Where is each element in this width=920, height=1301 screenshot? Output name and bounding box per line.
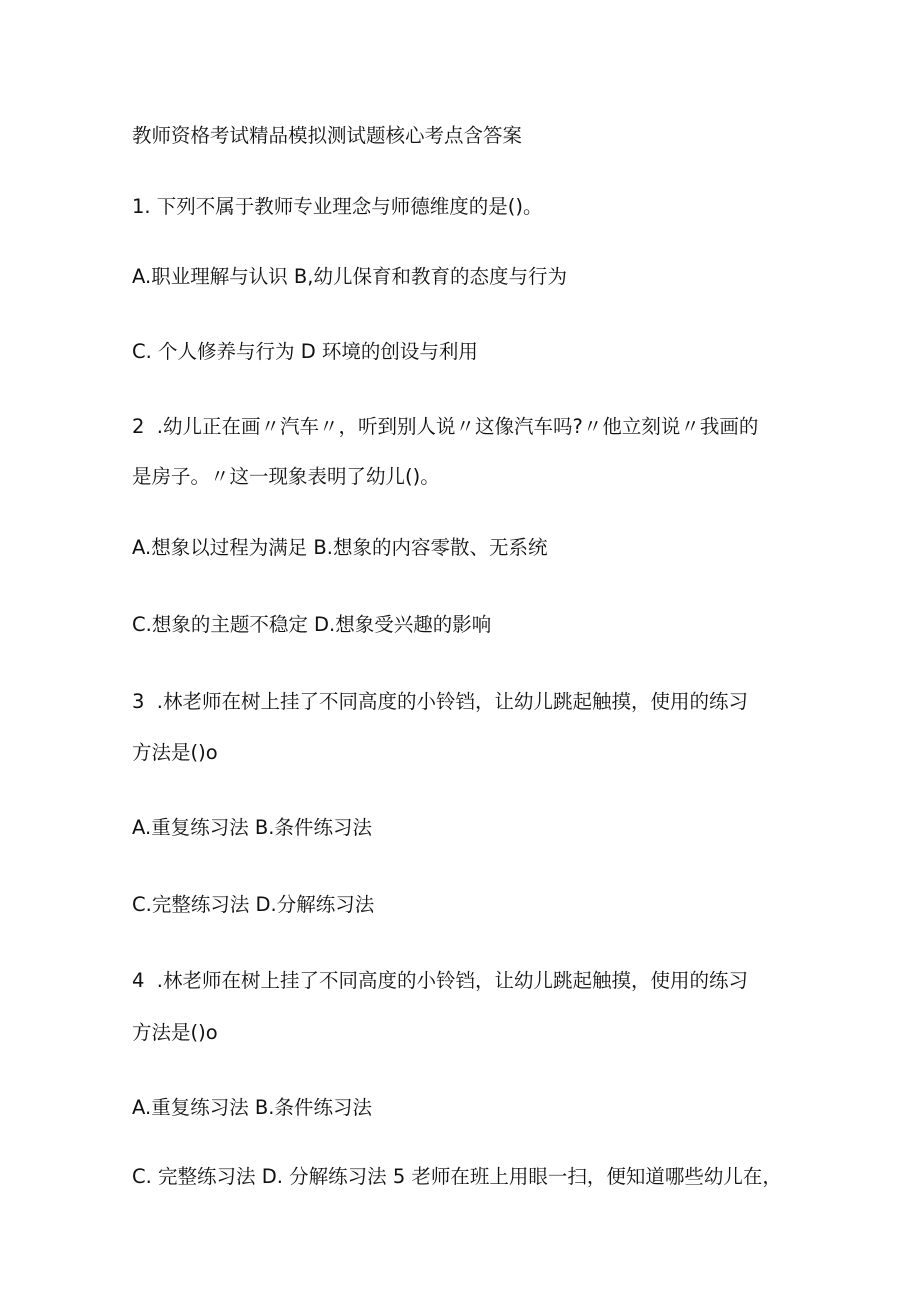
question-3-stem-line-1: 3 .林老师在树上挂了不同高度的小铃铛，让幼儿跳起触摸，使用的练习 [132,690,749,713]
question-2-stem-line-2: 是房子。〃这一现象表明了幼儿()。 [132,465,440,488]
question-4-stem-line-1: 4 .林老师在树上挂了不同高度的小铃铛，让幼儿跳起触摸，使用的练习 [132,969,749,992]
question-3-options-cd: C.完整练习法 D.分解练习法 [132,893,375,916]
question-4-stem-line-2: 方法是()o [132,1021,218,1044]
question-1-stem: 1. 下列不属于教师专业理念与师德维度的是()。 [132,195,543,218]
question-3-options-ab: A.重复练习法 B.条件练习法 [132,816,372,839]
question-4-options-ab: A.重复练习法 B.条件练习法 [132,1096,372,1119]
question-1-options-ab: A.职业理解与认识 B,幼儿保育和教育的态度与行为 [132,265,567,288]
question-3-stem-line-2: 方法是()o [132,741,218,764]
question-1-options-cd: C. 个人修养与行为 D 环境的创设与利用 [132,340,478,363]
document-title: 教师资格考试精品模拟测试题核心考点含答案 [132,124,523,147]
question-2-options-ab: A.想象以过程为满足 B.想象的内容零散、无系统 [132,536,548,559]
question-4-options-cd: C. 完整练习法 D. 分解练习法 5 老师在班上用眼一扫，便知道哪些幼儿在， [132,1165,782,1188]
question-2-stem-line-1: 2 .幼儿正在画〃汽车〃，听到别人说〃这像汽车吗?〃他立刻说〃我画的 [132,415,759,438]
question-2-options-cd: C.想象的主题不稳定 D.想象受兴趣的影响 [132,613,492,636]
